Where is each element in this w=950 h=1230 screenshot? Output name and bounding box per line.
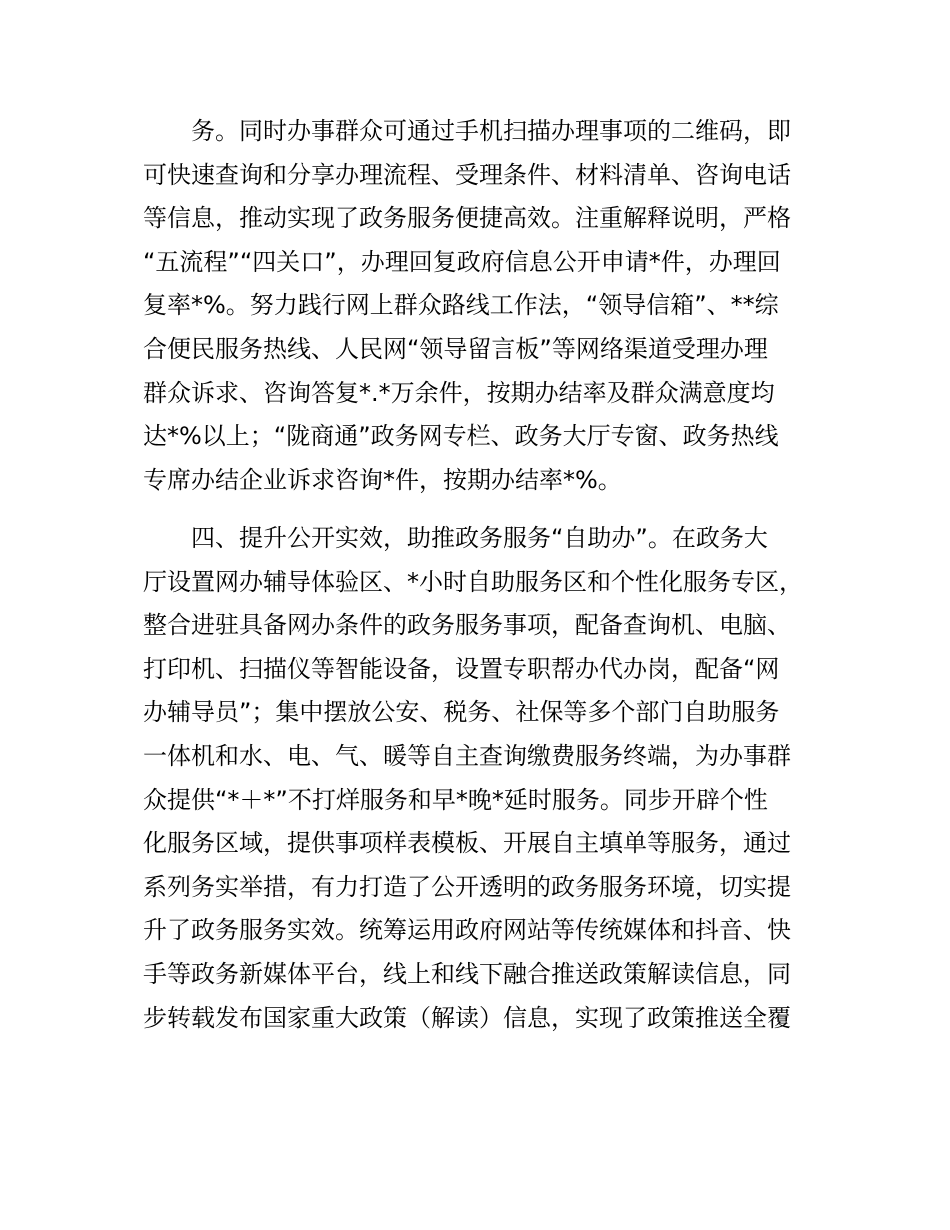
paragraph-line: 群众诉求、咨询答复*.*万余件，按期办结率及群众满意度均 xyxy=(143,378,775,407)
paragraph-line: 可快速查询和分享办理流程、受理条件、材料清单、咨询电话 xyxy=(143,160,791,189)
paragraph-line: 升了政务服务实效。统筹运用政府网站等传统媒体和抖音、快 xyxy=(143,916,791,945)
paragraph-line: 系列务实举措，有力打造了公开透明的政务服务环境，切实提 xyxy=(143,872,791,901)
paragraph-line: 一体机和水、电、气、暖等自主查询缴费服务终端，为办事群 xyxy=(143,741,791,770)
paragraph-line: 合便民服务热线、人民网“领导留言板”等网络渠道受理办理 xyxy=(143,334,768,363)
paragraph-line: 四、提升公开实效，助推政务服务“自助办”。在政务大 xyxy=(191,524,768,552)
paragraph-line: 等信息，推动实现了政务服务便捷高效。注重解释说明，严格 xyxy=(143,204,791,233)
paragraph-line: 整合进驻具备网办条件的政务服务事项，配备查询机、电脑、 xyxy=(143,611,791,640)
paragraph-line: 务。同时办事群众可通过手机扫描办理事项的二维码，即 xyxy=(191,117,791,145)
paragraph-line: 步转载发布国家重大政策（解读）信息，实现了政策推送全覆 xyxy=(143,1003,791,1032)
paragraph-line: 达*%以上；“陇商通”政务网专栏、政务大厅专窗、政务热线 xyxy=(143,422,779,451)
paragraph-line: 众提供“*＋*”不打烊服务和早*晚*延时服务。同步开辟个性 xyxy=(143,785,768,814)
paragraph-line: 厅设置网办辅导体验区、*小时自助服务区和个性化服务专区， xyxy=(143,567,803,596)
paragraph-line: 专席办结企业诉求咨询*件，按期办结率*%。 xyxy=(143,465,622,494)
paragraph-line: 手等政务新媒体平台，线上和线下融合推送政策解读信息，同 xyxy=(143,959,791,988)
paragraph-line: 打印机、扫描仪等智能设备，设置专职帮办代办岗，配备“网 xyxy=(143,654,780,683)
paragraph-1 xyxy=(143,110,843,502)
paragraph-line: “五流程”“四关口”，办理回复政府信息公开申请*件，办理回 xyxy=(143,247,781,276)
paragraph-line: 复率*%。努力践行网上群众路线工作法，“领导信箱”、**综 xyxy=(143,291,779,320)
paragraph-line: 办辅导员”；集中摆放公安、税务、社保等多个部门自助服务 xyxy=(143,698,780,727)
paragraph-line: 化服务区域，提供事项样表模板、开展自主填单等服务，通过 xyxy=(143,829,791,858)
paragraph-2 xyxy=(143,517,843,1040)
